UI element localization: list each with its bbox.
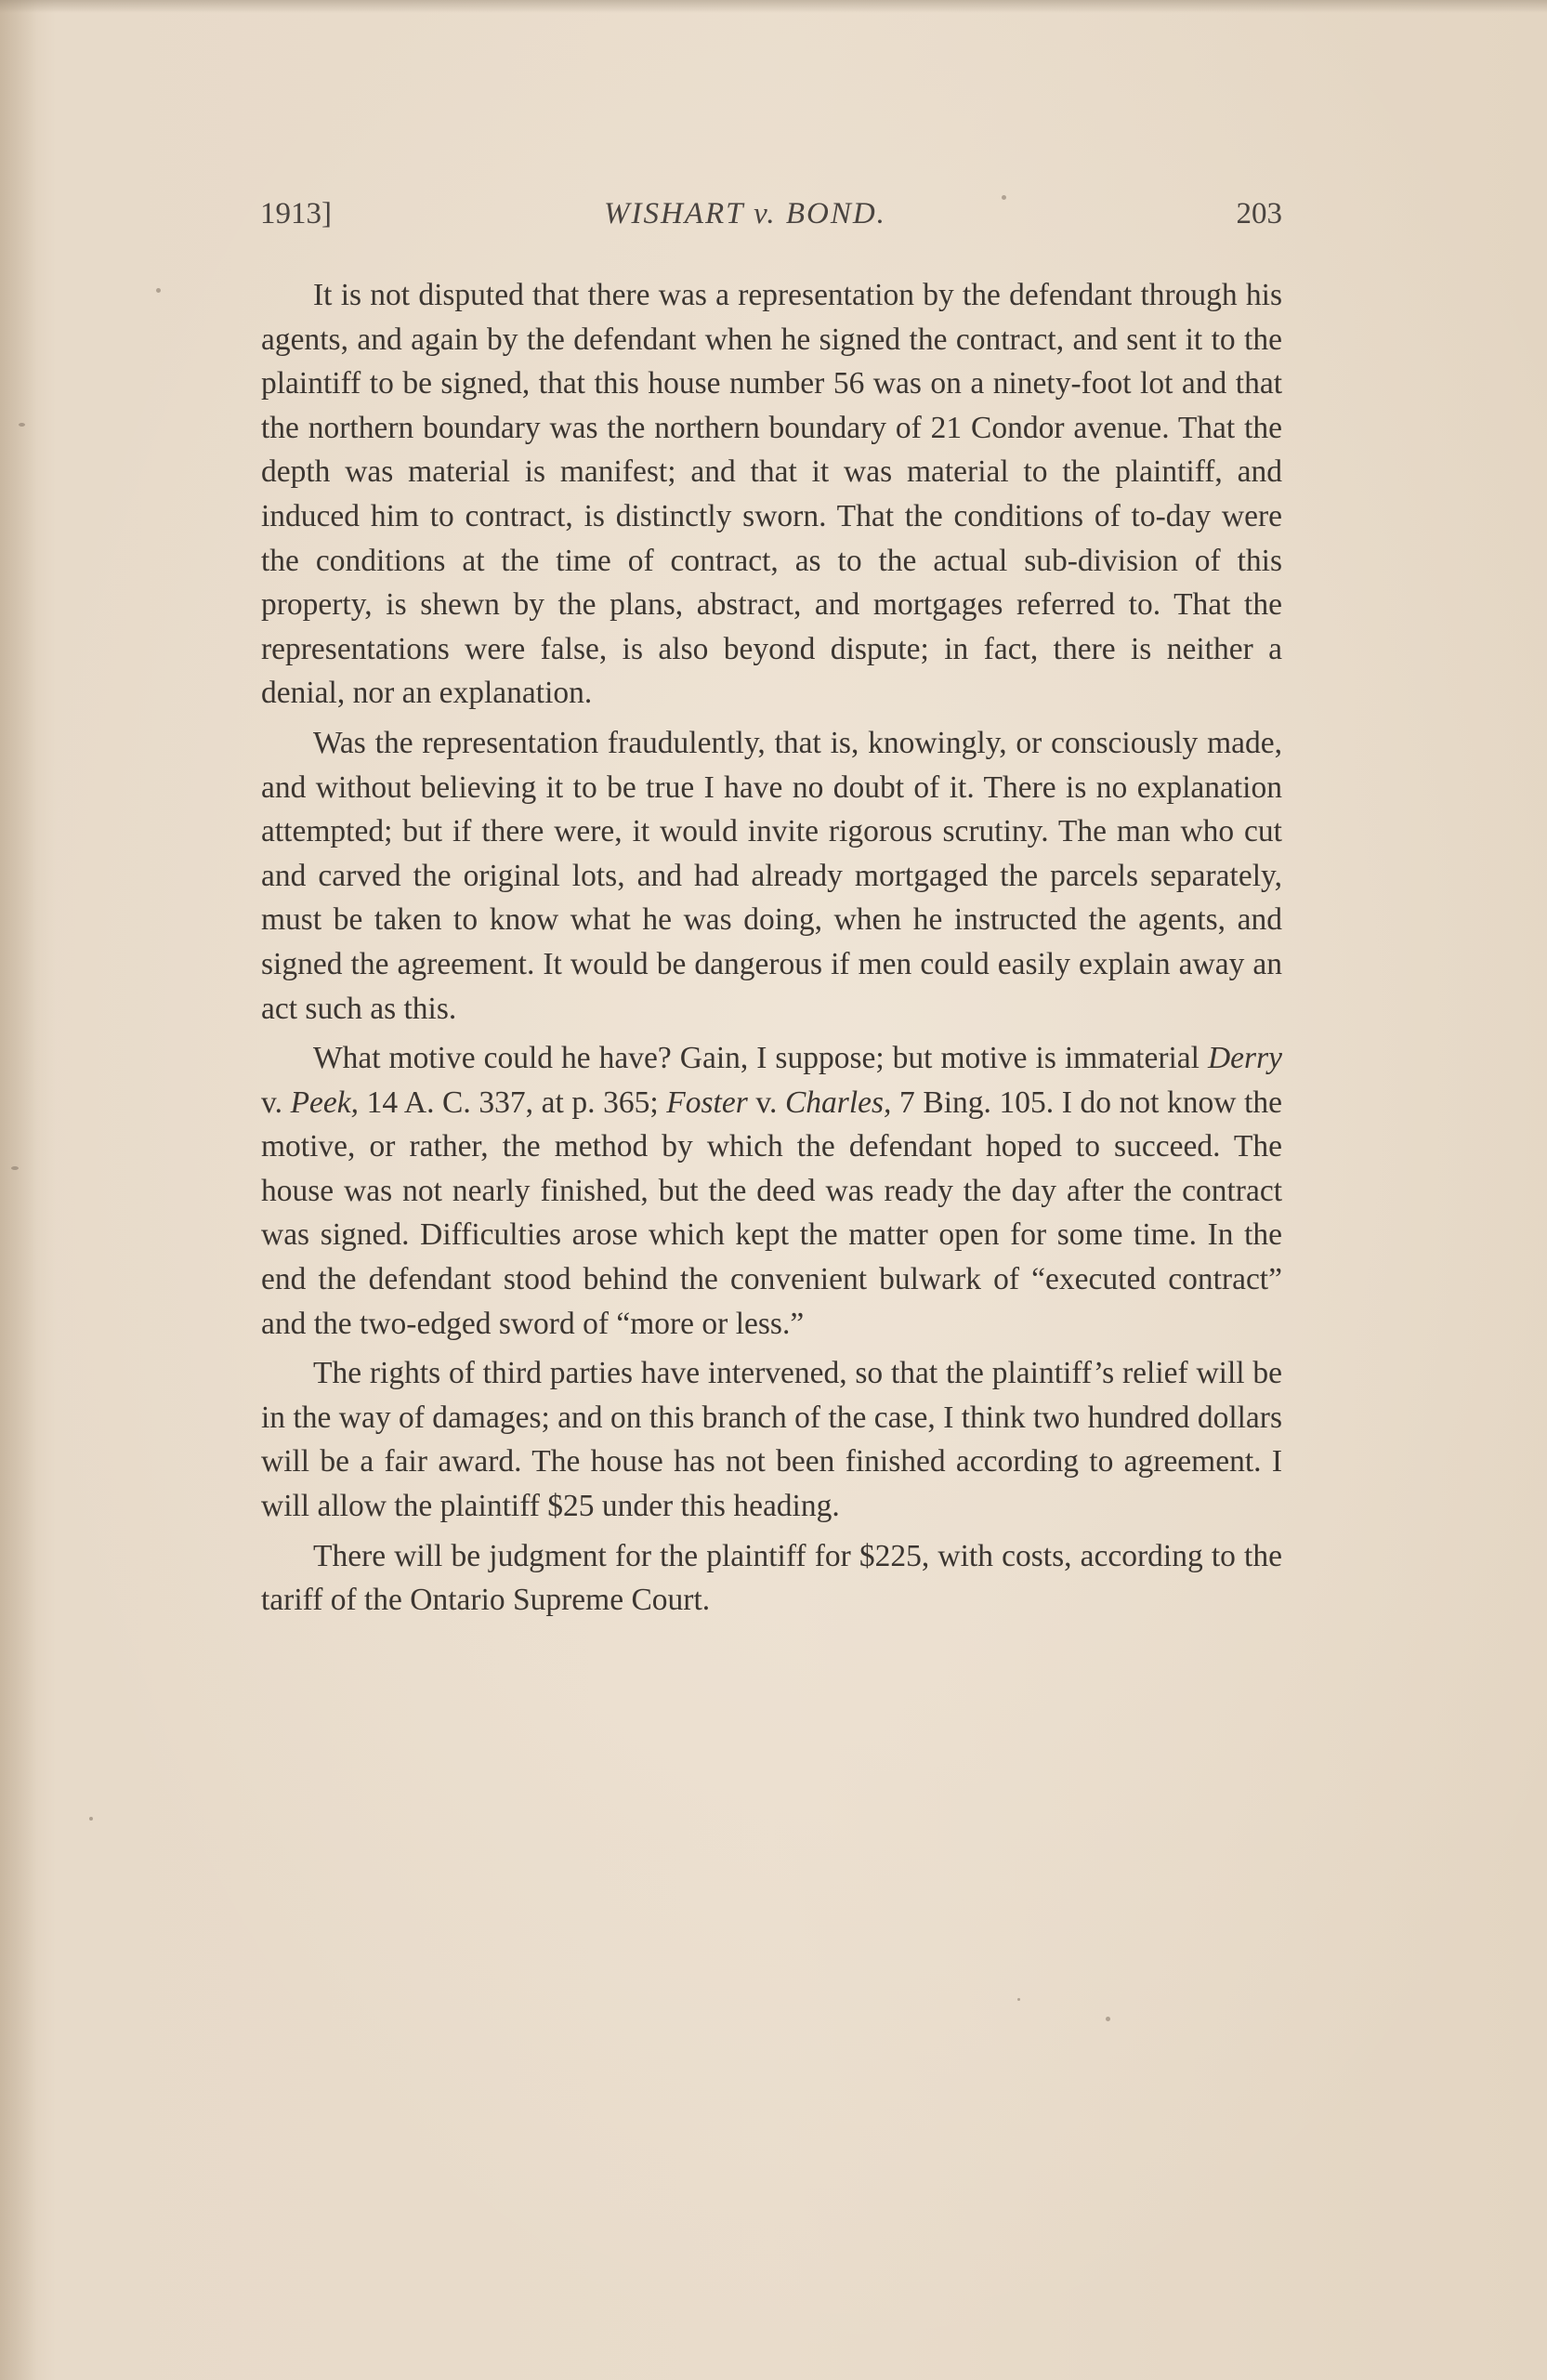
case-citation-charles: Charles, — [784, 1085, 892, 1120]
paragraph-3-text-mid1: v. — [261, 1085, 291, 1120]
case-citation-derry: Derry — [1207, 1041, 1282, 1076]
paper-speck — [1002, 195, 1006, 200]
paper-speck — [1106, 2017, 1110, 2021]
paper-speck — [89, 1817, 93, 1821]
page-spine-shadow — [0, 0, 37, 2380]
paragraph-3-text-mid2: 14 A. C. 337, at p. 365; — [359, 1085, 667, 1120]
paper-speck — [11, 1166, 19, 1170]
running-head-title: WISHART v. BOND. — [604, 197, 886, 230]
paper-speck — [1017, 1998, 1020, 2001]
running-head-year: 1913] — [260, 197, 332, 230]
paragraph-4: The rights of third parties have intervened, so that the plaintiff’s relief will be in the way of damages; and on this branch of the case, I think two hundred dollars will be a fair award. The house has not been finished according to agreement. I will allow the plaintiff $25 under this heading. — [261, 1356, 1282, 1524]
paragraph-1: It is not disputed that there was a representation by the defendant through his agents, and again by the defendant when he signed the contract, and sent it to the plaintiff to be signed, that this house number 56 was on a ninety-foot lot and that the northern boundary was the northern boundary of 21 Condor avenue. That the depth was material is manifest; and that it was material to the plaintiff, and induced him to contract, is distinctly sworn. That the conditions of to-day were the conditions at the time of contract, as to the actual sub-division of this property, is shewn by the plans, abstract, and mortgages referred to. That the representations were false, is also beyond dispute; in fact, there is neither a denial, nor an explanation. — [261, 278, 1282, 711]
paragraph-5: There will be judgment for the plaintiff for $225, with costs, according to the tariff of the Ontario Supreme Court. — [261, 1538, 1282, 1618]
paragraph-3-text-after: 7 Bing. 105. I do not know the motive, or rather, the method by which the defendant hoped to succeed. The house was not nearly finished, but the deed was ready the day after the contract was signed. Difficulties arose which kept the matter open for some time. In the end the defendant stood behind the convenient bulwark of “executed contract” and the two-edged sword of “more or less.” — [261, 1085, 1283, 1341]
paragraph-3 — [261, 1036, 1282, 1346]
running-head — [260, 197, 1282, 245]
paper-speck — [156, 288, 161, 293]
page-top-edge — [0, 0, 1547, 13]
paragraph-3-text-mid3: v. — [747, 1085, 785, 1120]
case-citation-foster: Foster — [666, 1085, 748, 1120]
case-citation-peek: Peek, — [290, 1085, 360, 1120]
paragraph-3-text-before: What motive could he have? Gain, I suppose; but motive is immaterial — [313, 1041, 1208, 1076]
paragraph-2: Was the representation fraudulently, that is, knowingly, or consciously made, and without believing it to be true I have no doubt of it. There is no explanation attempted; but if there were, it would invite rigorous scrutiny. The man who cut and carved the original lots, and had already mortgaged the parcels separately, must be taken to know what he was doing, when he instructed the agents, and signed the agreement. It would be dangerous if men could easily explain away an act such as this. — [261, 725, 1282, 1026]
page-number: 203 — [1236, 197, 1282, 230]
body-text — [261, 273, 1282, 1628]
paper-speck — [19, 423, 25, 427]
